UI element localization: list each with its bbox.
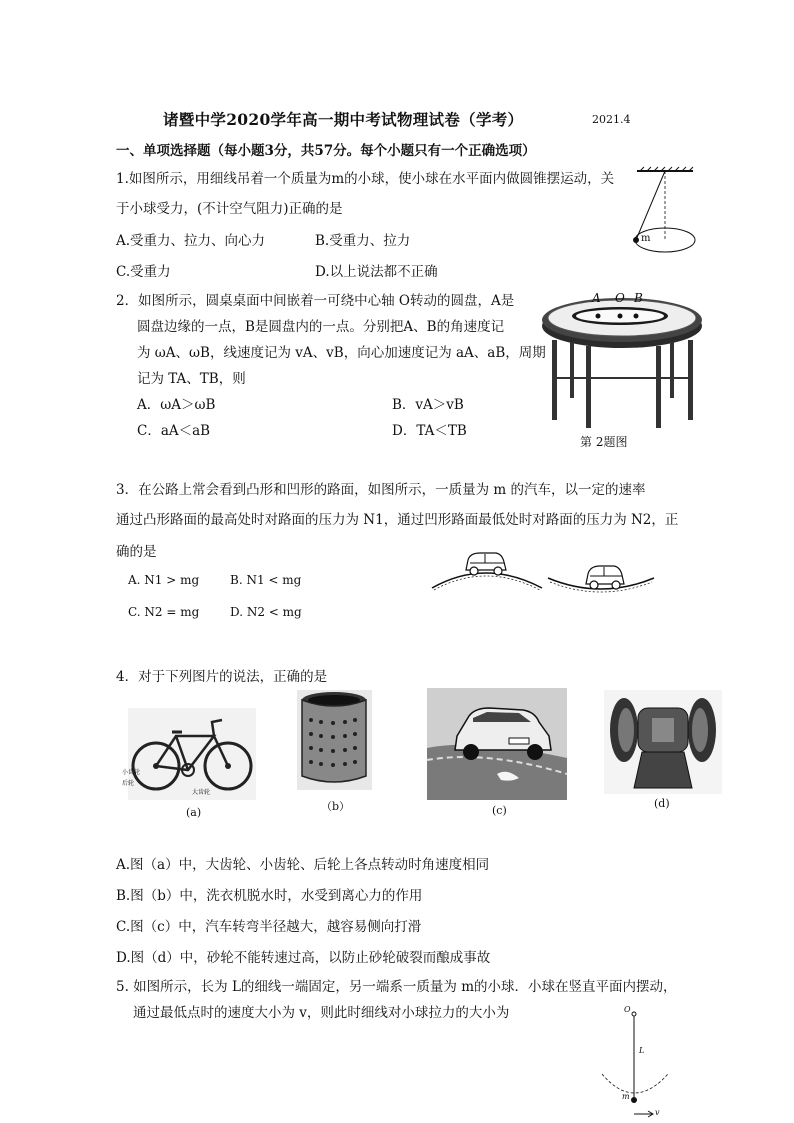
q4-option-c: C.图（c）中，汽车转弯半径越大，越容易侧向打滑 <box>116 919 422 935</box>
q3-option-c: C. N2 = mg <box>128 605 200 619</box>
q2-line3: 为 ωA、ωB，线速度记为 vA、vB，向心加速度记为 aA、aB，周期 <box>137 345 546 361</box>
q3-option-a: A. N1 > mg <box>128 573 200 587</box>
q4-line1: 4．对于下列图片的说法，正确的是 <box>116 669 328 685</box>
bike-label-rear-wheel: 后轮 <box>122 780 135 787</box>
q1-line1: 1.如图所示，用细线吊着一个质量为m的小球，使小球在水平面内做圆锥摆运动，关 <box>116 171 615 187</box>
q1-line2: 于小球受力，(不计空气阻力)正确的是 <box>116 201 343 217</box>
q1-option-a: A.受重力、拉力、向心力 <box>116 233 266 249</box>
q4-caption-d: (d) <box>654 797 670 810</box>
section-heading: 一、单项选择题（每小题3分，共57分。每个小题只有一个正确选项） <box>116 143 536 159</box>
q3-line1: 3．在公路上常会看到凸形和凹形的路面，如图所示，一质量为 m 的汽车，以一定的速率 <box>116 482 646 498</box>
bike-label-small-gear: 小齿轮 <box>122 769 141 776</box>
q2-option-b: B．vA＞vB <box>392 397 464 413</box>
q5-pivot-label: O <box>624 1005 631 1014</box>
q3-option-b: B. N1 < mg <box>230 573 302 587</box>
q3-option-d: D. N2 < mg <box>230 605 302 619</box>
q4-option-d: D.图（d）中，砂轮不能转速过高，以防止砂轮破裂而酿成事故 <box>116 950 491 966</box>
q2-line4: 记为 TA、TB，则 <box>137 371 246 387</box>
concave-road-car-figure <box>546 556 656 598</box>
exam-date: 2021.4 <box>592 113 631 126</box>
q4-caption-c: (c) <box>492 804 507 817</box>
conical-pendulum-figure <box>625 166 725 266</box>
q4-option-b: B.图（b）中，洗衣机脱水时，水受到离心力的作用 <box>116 888 423 904</box>
q2-point-o-label: O <box>615 291 625 305</box>
q1-mass-label: m <box>641 233 651 244</box>
pendulum-figure <box>596 1010 680 1120</box>
q2-option-d: D．TA＜TB <box>392 423 467 439</box>
round-table-figure <box>540 292 710 432</box>
convex-road-car-figure <box>430 548 545 593</box>
q5-mass-label: m <box>622 1092 630 1101</box>
washing-drum-photo <box>297 690 372 790</box>
q2-point-b-label: B <box>634 291 643 305</box>
q4-option-a: A.图（a）中，大齿轮、小齿轮、后轮上各点转动时角速度相同 <box>116 857 490 873</box>
q2-point-a-label: A <box>592 291 601 305</box>
q2-option-c: C．aA＜aB <box>137 423 211 439</box>
page-title: 诸暨中学2020学年高一期中考试物理试卷（学考） <box>163 110 524 129</box>
bike-label-big-gear: 大齿轮 <box>192 789 211 796</box>
grinding-wheel-photo <box>604 690 722 794</box>
q3-line2: 通过凸形路面的最高处时对路面的压力为 N1，通过凹形路面最低处时对路面的压力为 N2，正 <box>116 512 679 528</box>
q3-line3: 确的是 <box>116 544 157 560</box>
q4-caption-a: (a) <box>186 806 202 819</box>
q2-line2: 圆盘边缘的一点，B是圆盘内的一点。分别把A、B的角速度记 <box>137 319 505 335</box>
q1-option-b: B.受重力、拉力 <box>315 233 411 249</box>
q5-line1: 5. 如图所示，长为 L的细线一端固定，另一端系一质量为 m的小球．小球在竖直平面内摆动， <box>116 979 677 995</box>
q4-caption-b: （b） <box>321 800 351 813</box>
q1-option-d: D.以上说法都不正确 <box>315 264 438 280</box>
q2-line1: 2．如图所示，圆桌桌面中间嵌着一可绕中心轴 O转动的圆盘，A是 <box>116 293 515 309</box>
q5-length-label: L <box>639 1046 645 1055</box>
q1-option-c: C.受重力 <box>116 264 171 280</box>
car-turning-photo <box>427 688 567 800</box>
q5-line2: 通过最低点时的速度大小为 v，则此时细线对小球拉力的大小为 <box>133 1005 510 1021</box>
q2-figure-caption: 第 2题图 <box>580 435 628 449</box>
q5-velocity-label: v <box>655 1108 660 1117</box>
q2-option-a: A．ωA＞ωB <box>137 397 216 413</box>
